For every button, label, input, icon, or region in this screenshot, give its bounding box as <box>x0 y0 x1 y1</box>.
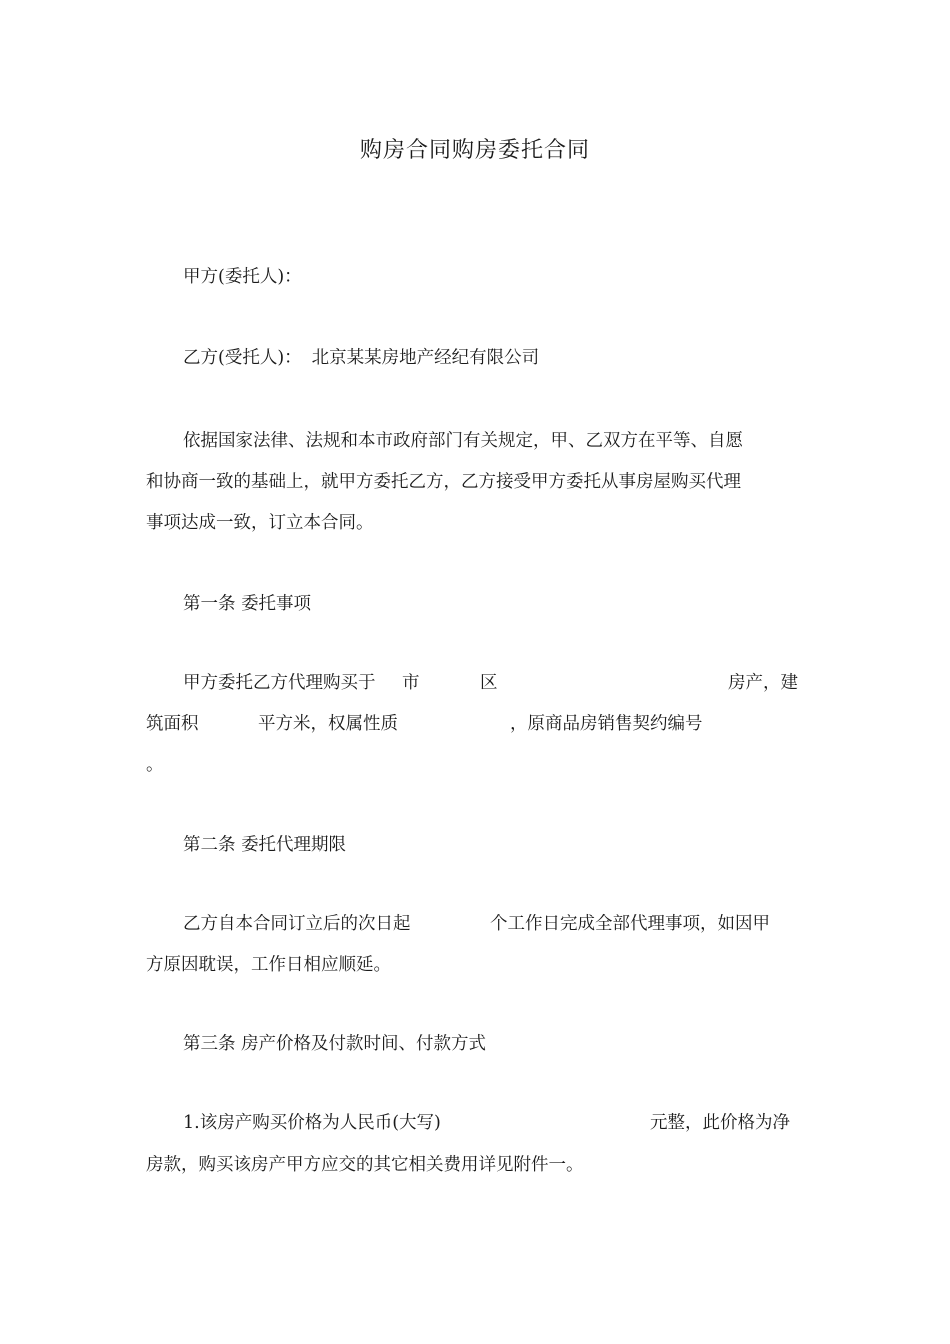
article-1-text-e: 筑面积 <box>146 714 199 734</box>
article-2-text-c: 方原因耽误，工作日相应顺延。 <box>146 955 391 975</box>
article-1-text-h: 。 <box>146 755 164 775</box>
article-1-text-g: ，原商品房销售契约编号 <box>510 714 703 734</box>
article-2-text-b: 个工作日完成全部代理事项，如因甲 <box>490 914 770 934</box>
article-3-text-a: 1.该房产购买价格为人民币(大写) <box>183 1113 441 1133</box>
article-3-text-c: 房款，购买该房产甲方应交的其它相关费用详见附件一。 <box>146 1155 584 1175</box>
document-title: 购房合同购房委托合同 <box>359 138 590 163</box>
article-1-text-c: 区 <box>480 673 498 693</box>
article-3-heading: 第三条 房产价格及付款时间、付款方式 <box>183 1034 487 1054</box>
party-a-line: 甲方(委托人)： <box>183 267 302 287</box>
intro-line-2: 和协商一致的基础上，就甲方委托乙方，乙方接受甲方委托从事房屋购买代理 <box>146 472 741 492</box>
article-1-text-a: 甲方委托乙方代理购买于 <box>183 673 376 693</box>
article-1-heading: 第一条 委托事项 <box>183 594 312 614</box>
party-b-name: 北京某某房地产经纪有限公司 <box>311 348 540 368</box>
intro-line-1: 依据国家法律、法规和本市政府部门有关规定，甲、乙双方在平等、自愿 <box>183 431 743 451</box>
party-b-label: 乙方(受托人)： <box>183 348 302 368</box>
article-3-text-b: 元整，此价格为净 <box>650 1113 790 1133</box>
intro-line-3: 事项达成一致，订立本合同。 <box>146 513 374 533</box>
party-b-line <box>183 345 843 371</box>
article-1-text-b: 市 <box>402 673 420 693</box>
article-1-text-f: 平方米，权属性质 <box>258 714 398 734</box>
article-2-heading: 第二条 委托代理期限 <box>183 835 347 855</box>
article-1-text-d: 房产，建 <box>728 673 798 693</box>
article-2-text-a: 乙方自本合同订立后的次日起 <box>183 914 411 934</box>
